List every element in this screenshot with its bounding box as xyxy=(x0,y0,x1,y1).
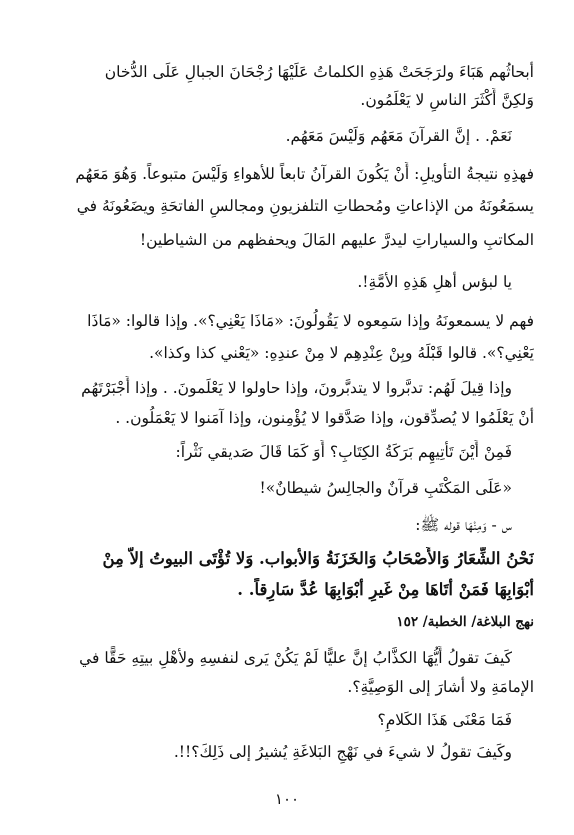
page-number: ١٠٠ xyxy=(274,790,300,808)
text-line: وإذا قِيلَ لَهُم: تدبَّروا لا يتدبَّرونَ، وإذا حاولوا لا يَعْلَمونَ. . وإذا أَجْبَرْتَهُم xyxy=(81,379,512,397)
text-line: نَعَمْ. . إنَّ القرآنَ مَعَهُم وَلَيْسَ مَعَهُم. xyxy=(285,127,512,145)
text-line: وكَيفَ تقولُ لا شيءَ في نَهْجِ البَلاغَةِ يُشيرُ إلى ذَلِكَ؟!!. xyxy=(173,743,512,761)
source-citation: نهج البلاغة/ الخطبة/ ١٥٢ xyxy=(396,614,534,630)
text-line: يسمَعُونَهُ من الإذاعاتِ ومُحطاتِ التلفزيونِ ومجالسِ الفاتحَةِ ويضَعُونَهُ في xyxy=(76,197,534,215)
text-line: فهم لا يسمعونَهُ وإذا سَمِعوه لا يَقُولُونَ: «مَاذَا يَعْنِي؟». وإذا قالوا: «مَاذَا xyxy=(87,312,534,330)
quote-line: أَبْوَابِهَا فَمَنْ أَتَاهَا مِنْ غَيرِ أَبْوَابِهَا عُدَّ سَارِقاً. . xyxy=(237,580,534,599)
quote-line: نَحْنُ الشِّعَارُ وَالأَصْحَابُ وَالخَزَنَةُ وَالأبواب. وَلا تُؤْتَى البيوتُ إلاَّ مِنْ xyxy=(102,549,534,568)
text-line: يا لبؤس أهلِ هَذِهِ الأمَّةِ!. xyxy=(357,273,512,291)
text-line: المكاتبِ والسياراتِ ليدرَّ عليهم المَالَ ويحفظهم من الشياطين! xyxy=(139,231,534,249)
text-line: فهذِهِ نتيجةُ التأويلِ: أَنْ يَكُونَ القرآنُ تابعاً للأهواءِ وَلَيْسَ متبوعاً. وَهُوَ مَعَهُم xyxy=(75,165,534,183)
text-line: أنْ يَعْلَمُوا لا يُصدِّقون، وإذا صَدَّقوا لا يُؤْمِنون، وإذا آمَنوا لا يَعْمَلُون. . xyxy=(115,409,534,427)
text-line: الإمامَةِ ولا أشارَ إلى الوَصِيَّةِ؟. xyxy=(347,678,534,696)
text-line: فَمِنْ أَيْنَ تَأْتِيهِم بَرَكَةُ الكِتَابِ؟ أَوَ كَمَا قَالَ صَديقي نَثْراً: xyxy=(175,443,512,461)
text-line: أبحاثُهم هَبَاءَ ولرَجَحَتْ هَذِهِ الكلماتُ عَلَيْهَا رُجْحَانَ الجبالِ عَلَى الدُّخان xyxy=(104,63,534,81)
text-line: كَيفَ تقولُ أَيُّهَا الكذَّابُ إنَّ عليًّا لَمْ يَكُنْ يَرى لنفسِهِ ولأهْلِ بيتِهِ حَقًّا في xyxy=(79,649,512,667)
text-line: وَلكِنَّ أَكْثَرَ الناسِ لا يَعْلَمُون. xyxy=(360,91,534,109)
text-line: يَعْنِي؟». قالوا قَبْلَهُ وبِنْ عِنْدِهِم لا مِنْ عندِهِ: «يَعْني كذا وكذا». xyxy=(149,344,534,362)
text-line: س - وَمِنْهَا قوله ﷺ: xyxy=(415,516,512,534)
text-line: «عَلَى المَكْتَبِ قرآنٌ والجالِسُ شيطانٌ»! xyxy=(259,479,512,497)
text-line: فَمَا مَعْنَى هَذَا الكَلامِ؟ xyxy=(377,711,512,729)
